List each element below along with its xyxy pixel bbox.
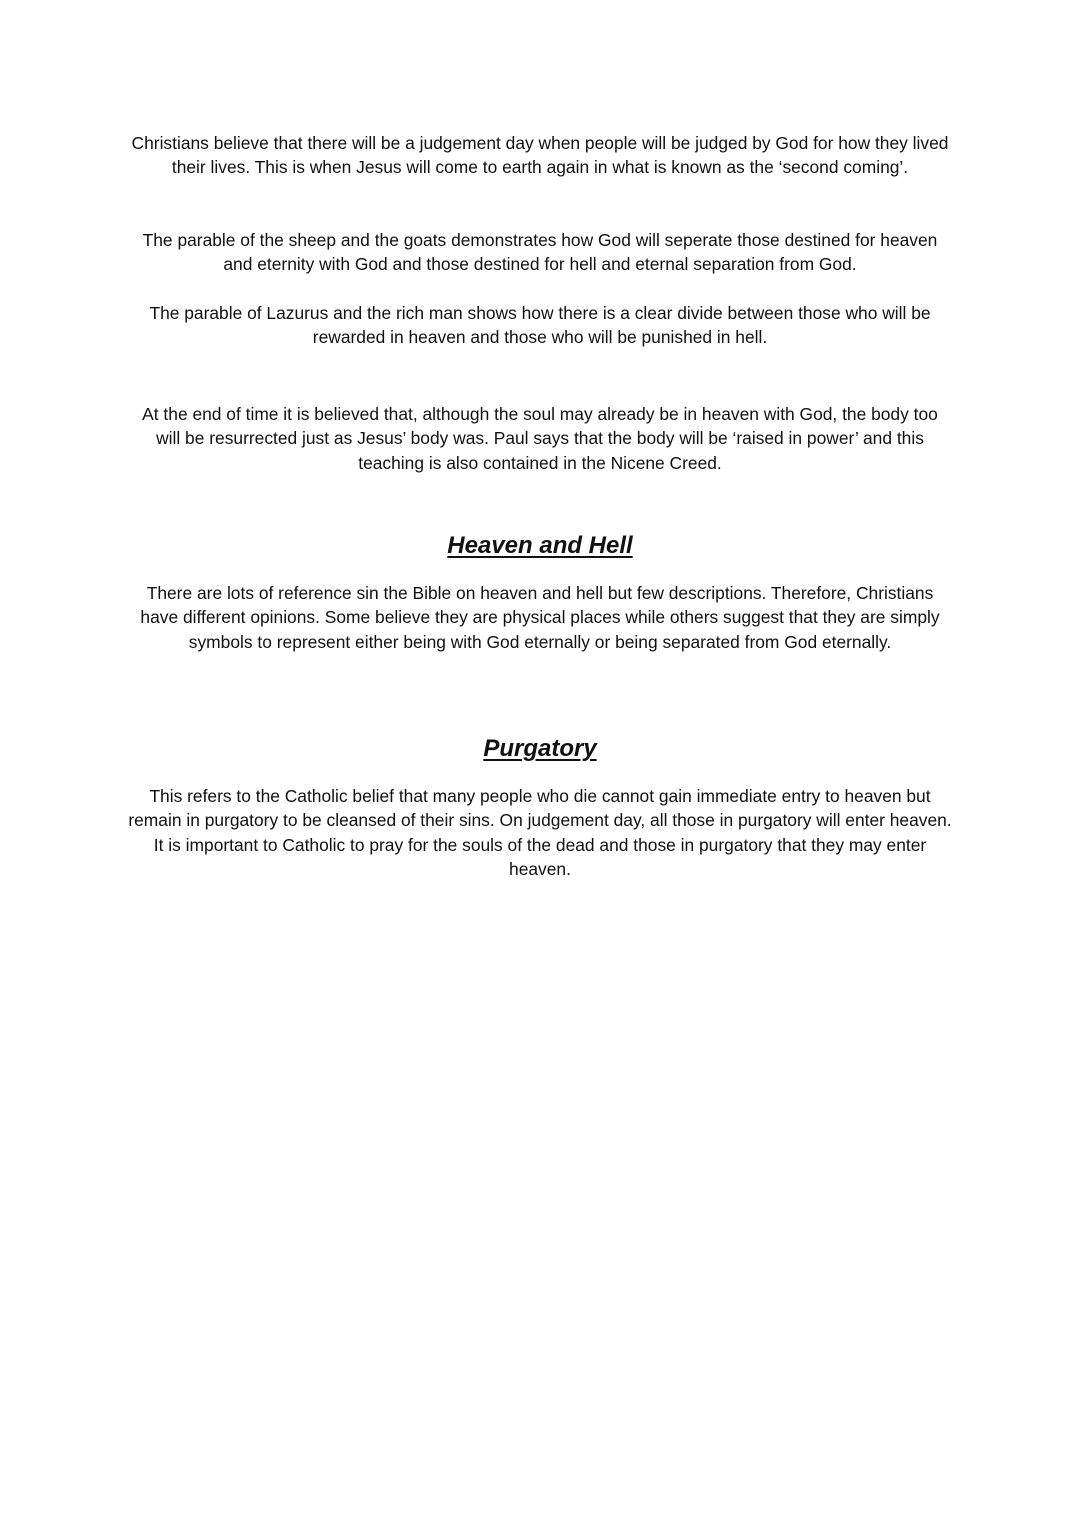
paragraph-sheep-and-goats: The parable of the sheep and the goats demonstrates how God will seperate those destined for heaven and eternity with God and those destined for hell and eternal separation from God. [142, 230, 938, 275]
paragraph-heaven-and-hell: There are lots of reference sin the Bible on heaven and hell but few descriptions. Therefore, Christians have different opinions. Some believe they are physical places while others suggest that they are simply symbols to represent either being with God eternally or being separated from God eternally. [140, 583, 940, 652]
paragraph-judgement-day: Christians believe that there will be a judgement day when people will be judged by God for how they lived their lives. This is when Jesus will come to earth again in what is known as the ‘second coming’. [131, 133, 949, 178]
paragraph-resurrection: At the end of time it is believed that, although the soul may already be in heaven with God, the body too will be resurrected just as Jesus’ body was. Paul says that the body will be ‘raised in power’ and this teaching is also contained in the Nicene Creed. [142, 404, 938, 473]
heading-purgatory: Purgatory [483, 735, 597, 762]
heading-heaven-and-hell: Heaven and Hell [447, 532, 633, 559]
paragraph-lazurus: The parable of Lazurus and the rich man shows how there is a clear divide between those who will be rewarded in heaven and those who will be punished in hell. [149, 303, 931, 348]
paragraph-purgatory: This refers to the Catholic belief that many people who die cannot gain immediate entry to heaven but remain in purgatory to be cleansed of their sins. On judgement day, all those in purgatory will enter heaven. It is important to Catholic to pray for the souls of the dead and those in purgatory that they may enter heaven. [128, 786, 952, 879]
